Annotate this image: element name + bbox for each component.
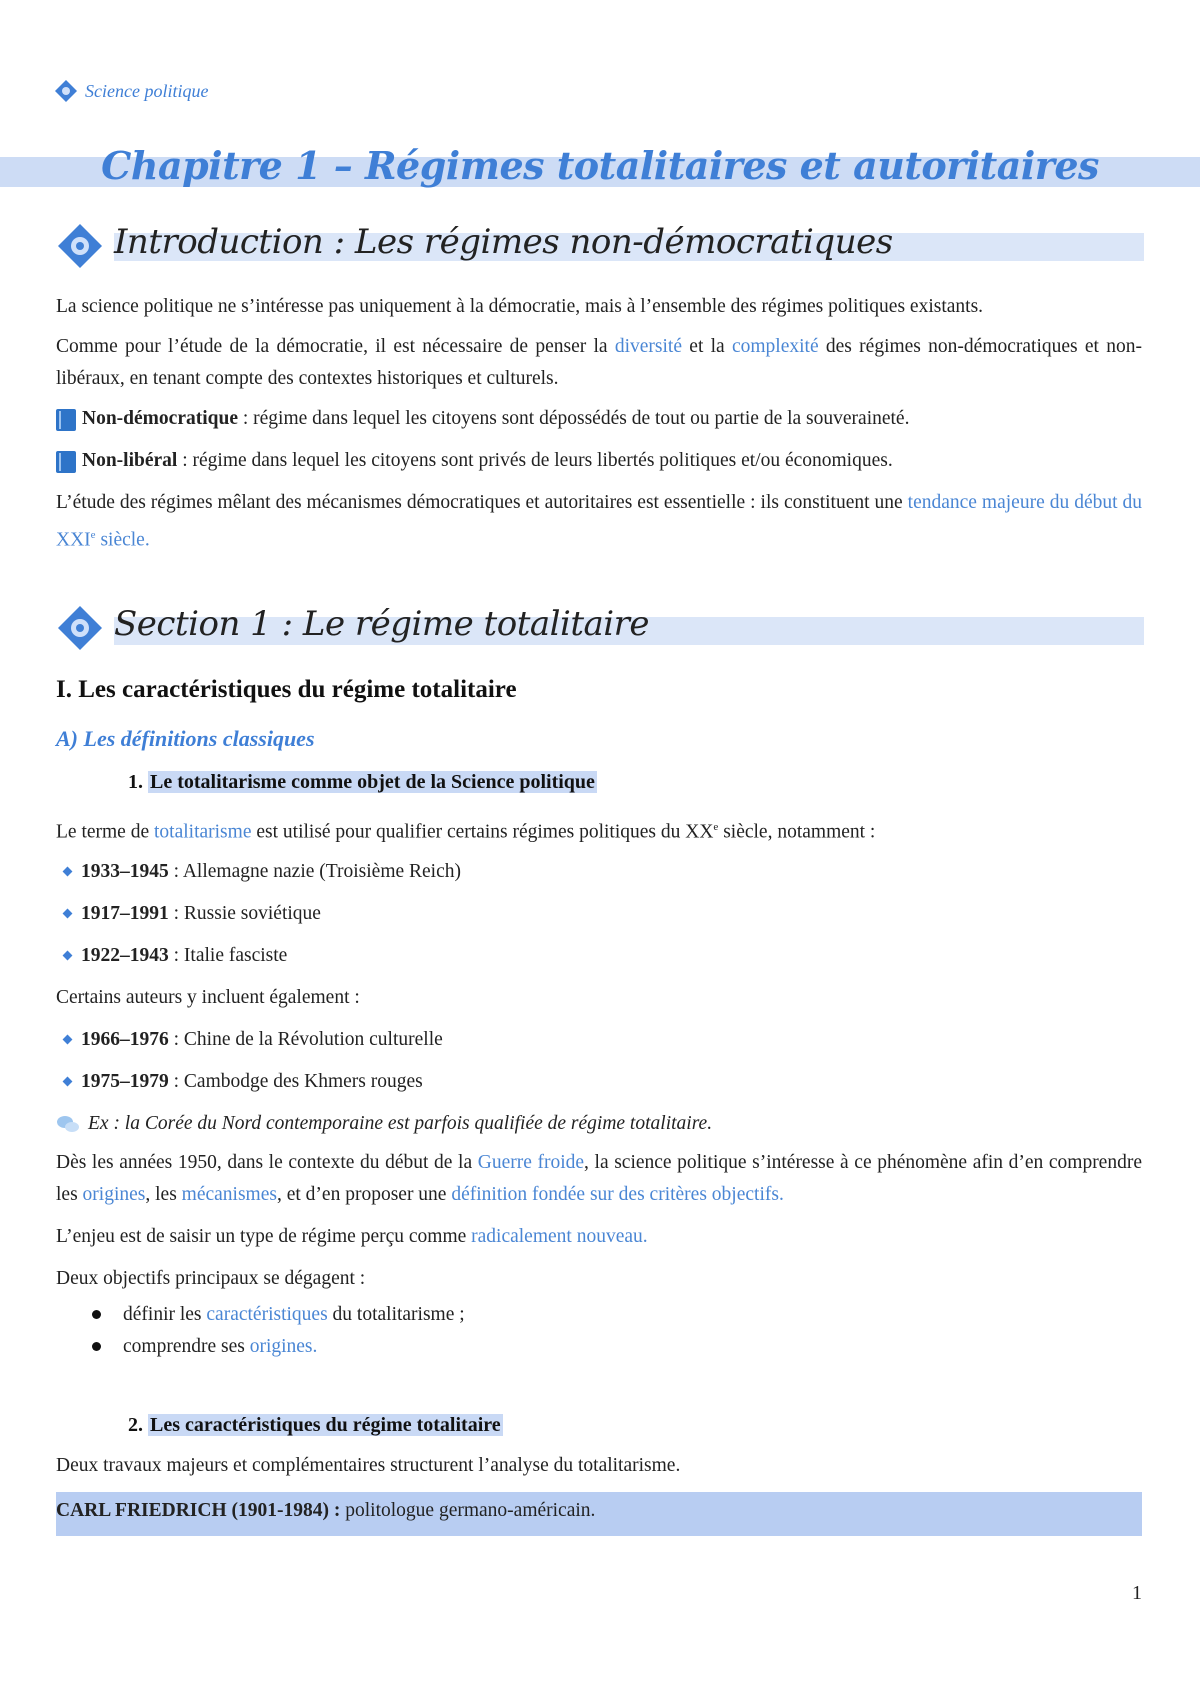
intro-heading: Introduction : Les régimes non-démocratiques xyxy=(114,222,893,262)
diamond-flower-icon xyxy=(56,604,104,652)
diamond-flower-icon xyxy=(56,222,104,270)
author-box xyxy=(56,1492,1142,1536)
paragraph-totalitarisme: Le terme de totalitarisme est utilisé pour qualifier certains régimes politiques du XXe siècle, notamment : xyxy=(56,821,876,843)
list-item: 1917–1991 : Russie soviétique xyxy=(64,893,1142,935)
definition-non-liberal: Non-libéral : régime dans lequel les citoyens sont privés de leurs libertés politiques et/ou économiques. xyxy=(56,445,1142,477)
header-label: Science politique xyxy=(85,80,209,101)
diamond-bullet-icon xyxy=(63,1077,73,1087)
book-icon xyxy=(56,409,76,431)
page-title: Chapitre 1 – Régimes totalitaires et autoritaires xyxy=(101,143,1099,188)
paragraph-travaux: Deux travaux majeurs et complémentaires structurent l’analyse du totalitarisme. xyxy=(56,1455,681,1476)
section-body xyxy=(56,811,1142,1363)
list-item: 1922–1943 : Italie fasciste xyxy=(64,935,1142,977)
list-item: 1966–1976 : Chine de la Révolution culturelle xyxy=(64,1019,1142,1061)
diamond-bullet-icon xyxy=(63,951,73,961)
heading-level-1: I. Les caractéristiques du régime totalitaire xyxy=(56,676,517,703)
page-number: 1 xyxy=(1132,1582,1142,1604)
author-description: politologue germano-américain. xyxy=(340,1500,596,1521)
intro-paragraph-1: La science politique ne s’intéresse pas uniquement à la démocratie, mais à l’ensemble des régimes politiques existants. xyxy=(56,296,984,317)
paragraph-objectifs: Deux objectifs principaux se dégagent : xyxy=(56,1267,366,1289)
list-item: 1933–1945 : Allemagne nazie (Troisième Reich) xyxy=(64,851,1142,893)
speech-bubbles-icon xyxy=(56,1114,80,1134)
section-heading: Section 1 : Le régime totalitaire xyxy=(114,604,650,644)
intro-paragraph-2: Comme pour l’étude de la démocratie, il est nécessaire de penser la diversité et la complexité des régimes non-démocratiques et non-libéraux, en tenant compte des contextes historiques et culturels. xyxy=(56,336,1142,389)
heading-level-3-second: 2. Les caractéristiques du régime totalitaire xyxy=(128,1414,501,1436)
diamond-bullet-icon xyxy=(63,909,73,919)
paragraph-guerre-froide: Dès les années 1950, dans le contexte du début de la Guerre froide, la science politique s’intéresse à ce phénomène afin d’en comprendre les origines, les mécanismes, et d’en proposer une définition fondée sur des critères objectifs. xyxy=(56,1151,1142,1205)
heading-level-2: A) Les définitions classiques xyxy=(56,726,315,751)
diamond-bullet-icon xyxy=(63,1035,73,1045)
author-name: CARL FRIEDRICH (1901-1984) : xyxy=(56,1500,341,1521)
diamond-flower-icon xyxy=(55,80,77,102)
list-item: définir les caractéristiques du totalitarisme ; xyxy=(92,1299,1142,1331)
definition-non-democratique: Non-démocratique : régime dans lequel les citoyens sont dépossédés de tout ou partie de la souveraineté. xyxy=(56,403,1142,435)
bullet-dot-icon xyxy=(92,1342,101,1351)
intro-body xyxy=(56,291,1142,565)
list-item: comprendre ses origines. xyxy=(92,1331,1142,1363)
regimes-list xyxy=(56,851,1142,977)
goals-list xyxy=(56,1299,1142,1363)
list-item: 1975–1979 : Cambodge des Khmers rouges xyxy=(64,1061,1142,1103)
book-icon xyxy=(56,451,76,473)
heading-level-3-first: 1. Le totalitarisme comme objet de la Science politique xyxy=(128,771,595,793)
diamond-bullet-icon xyxy=(63,867,73,877)
intro-paragraph-3: L’étude des régimes mêlant des mécanismes démocratiques et autoritaires est essentielle : ils constituent une tendance majeure du début du XXIe siècle. xyxy=(56,492,1143,551)
regimes-list-2 xyxy=(56,1019,1142,1103)
paragraph-also: Certains auteurs y incluent également : xyxy=(56,986,360,1008)
bullet-dot-icon xyxy=(92,1310,101,1319)
paragraph-enjeu: L’enjeu est de saisir un type de régime perçu comme radicalement nouveau. xyxy=(56,1225,648,1247)
example-note: Ex : la Corée du Nord contemporaine est parfois qualifiée de régime totalitaire. xyxy=(56,1103,1142,1145)
header xyxy=(55,80,208,102)
